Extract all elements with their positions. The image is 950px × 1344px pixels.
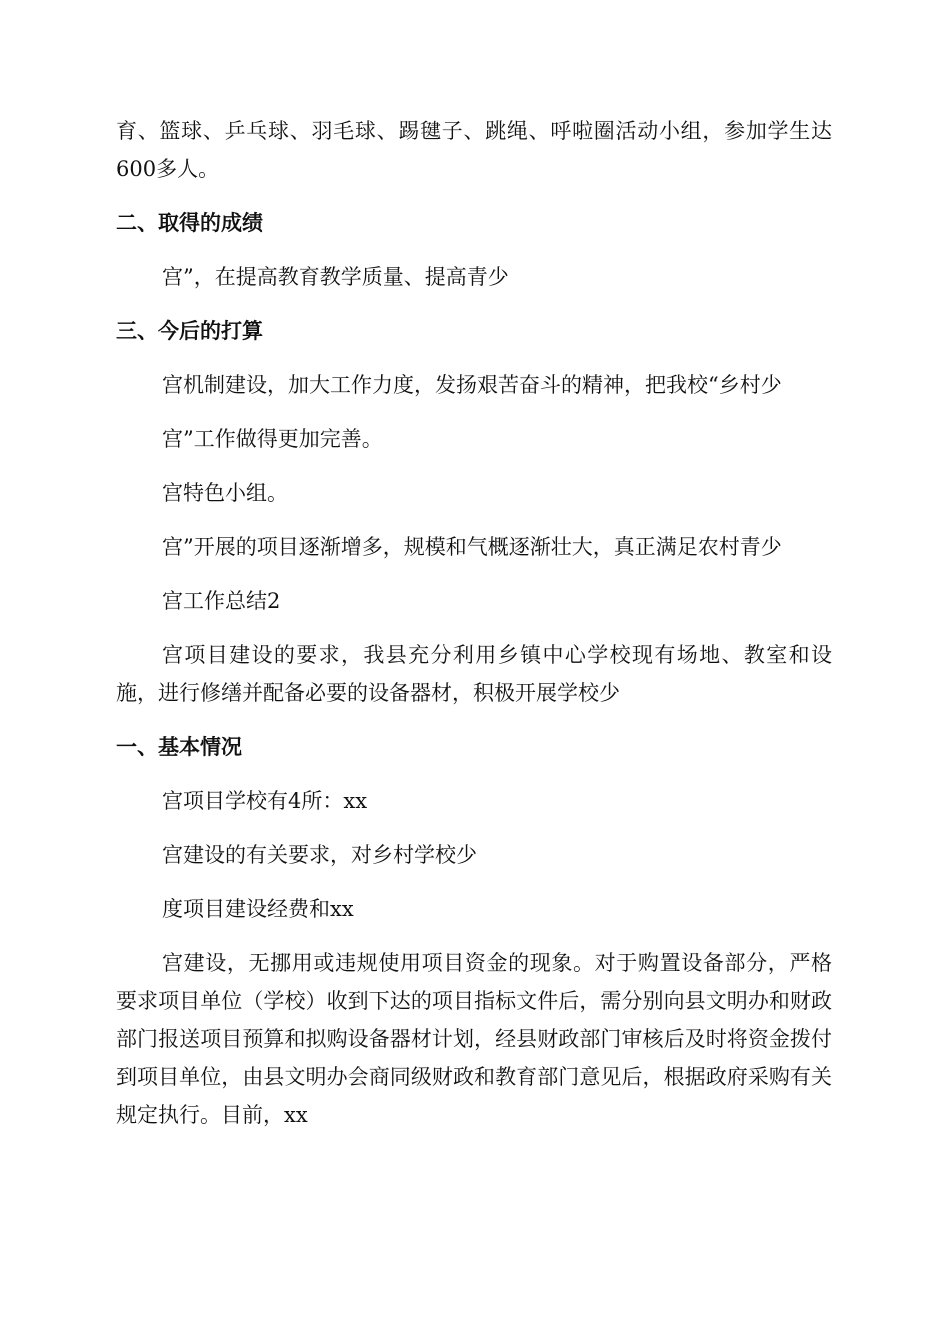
paragraph-project-requirements: 宫项目建设的要求，我县充分利用乡镇中心学校现有场地、教室和设施，进行修缮并配备必要的设备器材，积极开展学校少 (116, 643, 832, 705)
paragraph-basic-1: 宫项目学校有4所：xx (162, 789, 368, 813)
paragraph-plan-1: 宫机制建设，加大工作力度，发扬艰苦奋斗的精神，把我校“乡村少 (162, 373, 782, 397)
paragraph-plan-4: 宫”开展的项目逐渐增多，规模和气概逐渐壮大，真正满足农村青少 (162, 535, 782, 559)
heading-achievements: 二、取得的成绩 (116, 211, 263, 235)
paragraph-basic-2: 宫建设的有关要求，对乡村学校少 (162, 843, 477, 867)
paragraph-intro: 育、篮球、乒乓球、羽毛球、踢毽子、跳绳、呼啦圈活动小组，参加学生达600多人。 (116, 119, 832, 181)
heading-basic-situation: 一、基本情况 (116, 735, 242, 759)
paragraph-plan-3: 宫特色小组。 (162, 481, 288, 505)
paragraph-basic-3: 度项目建设经费和xx (162, 897, 354, 921)
paragraph-achievements: 宫”，在提高教育教学质量、提高青少 (162, 265, 509, 289)
document-body (116, 112, 832, 1134)
heading-future-plans: 三、今后的打算 (116, 319, 263, 343)
paragraph-basic-4: 宫建设，无挪用或违规使用项目资金的现象。对于购置设备部分，严格要求项目单位（学校）收到下达的项目指标文件后，需分别向县文明办和财政部门报送项目预算和拟购设备器材计划，经县财政部门审核后及时将资金拨付到项目单位，由县文明办会商同级财政和教育部门意见后，根据政府采购有关规定执行。目前，xx (116, 951, 832, 1127)
paragraph-plan-2: 宫”工作做得更加完善。 (162, 427, 383, 451)
paragraph-summary-title: 宫工作总结2 (162, 589, 281, 613)
